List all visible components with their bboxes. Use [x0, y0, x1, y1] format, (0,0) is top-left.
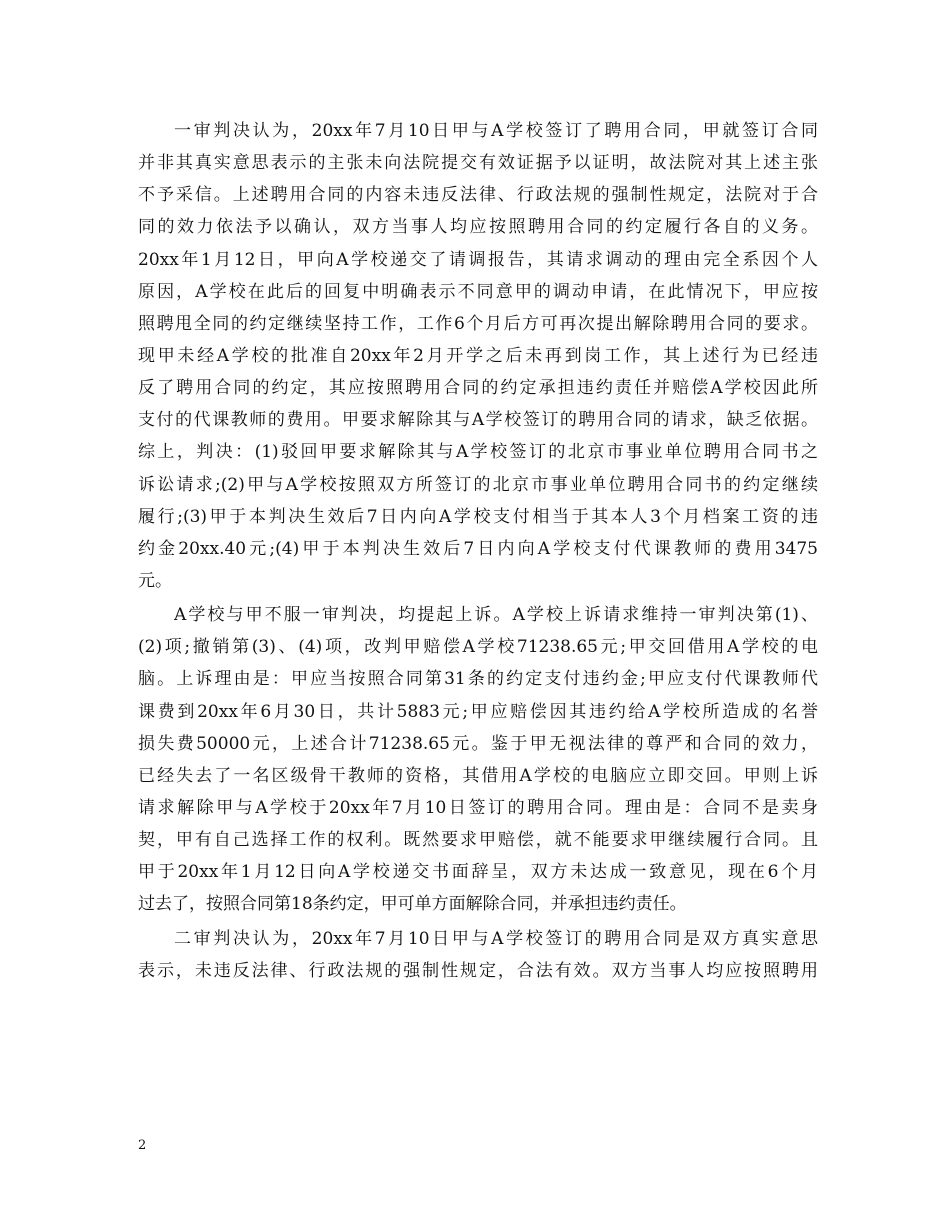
text-line: 二审判决认为，20xx年7月10日甲与A学校签订的聘用合同是双方真实意思 [174, 928, 818, 949]
text-line: 一审判决认为，20xx年7月10日甲与A学校签订了聘用合同，甲就签订合同 [174, 121, 818, 141]
text-line: 过去了，按照合同第18条约定，甲可单方面解除合同，并承担违约责任。 [138, 894, 687, 915]
text-line: 契，甲有自己选择工作的权利。既然要求甲赔偿，就不能要求甲继续履行合同。且 [138, 830, 818, 851]
text-line: 脑。上诉理由是：甲应当按照合同第31条的约定支付违约金;甲应支付代课教师代 [138, 669, 818, 690]
text-line: 并非其真实意思表示的主张未向法院提交有效证据予以证明，故法院对其上述主张 [138, 153, 818, 174]
text-line: 综上，判决：(1)驳回甲要求解除其与A学校签订的北京市事业单位聘用合同书之 [138, 442, 818, 463]
text-line: 表示，未违反法律、行政法规的强制性规定，合法有效。双方当事人均应按照聘用 [138, 960, 818, 981]
text-line: 支付的代课教师的费用。甲要求解除其与A学校签订的聘用合同的请求，缺乏依据。 [138, 410, 818, 431]
text-line: 履行;(3)甲于本判决生效后7日内向A学校支付相当于其本人3个月档案工资的违 [138, 506, 818, 527]
text-line: 现甲未经A学校的批准自20xx年2月开学之后未再到岗工作，其上述行为已经违 [138, 345, 818, 366]
text-line: 反了聘用合同的约定，其应按照聘用合同的约定承担违约责任并赔偿A学校因此所 [138, 378, 818, 399]
text-line: 20xx年1月12日，甲向A学校递交了请调报告，其请求调动的理由完全系因个人 [138, 249, 818, 270]
document-body [138, 115, 818, 987]
text-line: 诉讼请求;(2)甲与A学校按照双方所签订的北京市事业单位聘用合同书的约定继续 [138, 474, 818, 495]
text-line: 不予采信。上述聘用合同的内容未违反法律、行政法规的强制性规定，法院对于合 [138, 185, 818, 206]
text-line: 已经失去了一名区级骨干教师的资格，其借用A学校的电脑应立即交回。甲则上诉 [138, 765, 818, 786]
text-line: 甲于20xx年1月12日向A学校递交书面辞呈，双方未达成一致意见，现在6个月 [138, 862, 818, 883]
text-line: 损失费50000元，上述合计71238.65元。鉴于甲无视法律的尊严和合同的效力， [138, 733, 818, 754]
text-line: 约金20xx.40元;(4)甲于本判决生效后7日内向A学校支付代课教师的费用3475 [138, 538, 818, 559]
text-line: 原因，A学校在此后的回复中明确表示不同意甲的调动申请，在此情况下，甲应按 [138, 281, 818, 302]
text-line: 课费到20xx年6月30日，共计5883元;甲应赔偿因其违约给A学校所造成的名誉 [138, 701, 818, 722]
text-line: 请求解除甲与A学校于20xx年7月10日签订的聘用合同。理由是：合同不是卖身 [138, 797, 818, 818]
text-line: 同的效力依法予以确认，双方当事人均应按照聘用合同的约定履行各自的义务。 [138, 217, 818, 238]
text-line: (2)项;撤销第(3)、(4)项，改判甲赔偿A学校71238.65元;甲交回借用A学校的电 [138, 637, 818, 658]
text-line: 元。 [138, 570, 172, 591]
text-line: A学校与甲不服一审判决，均提起上诉。A学校上诉请求维持一审判决第(1)、 [174, 605, 818, 626]
page-number: 2 [138, 1138, 147, 1153]
text-line: 照聘甩全同的约定继续坚持工作，工作6个月后方可再次提出解除聘用合同的要求。 [138, 313, 818, 334]
